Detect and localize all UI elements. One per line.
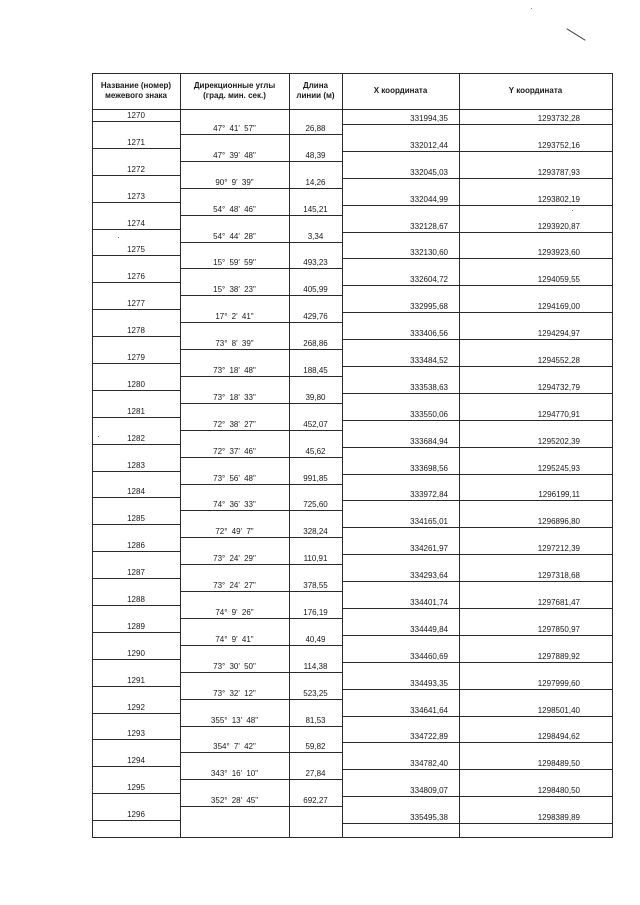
x-coordinate: 335495,38 bbox=[410, 813, 448, 822]
x-coordinate: 333538,63 bbox=[410, 383, 448, 392]
row-rule bbox=[342, 124, 612, 125]
row-rule bbox=[342, 232, 612, 233]
row-rule bbox=[180, 779, 342, 780]
direction-angle: 72° 37' 46" bbox=[213, 447, 256, 456]
line-length: 452,07 bbox=[303, 420, 328, 429]
y-coordinate: 1293802,19 bbox=[537, 195, 580, 204]
direction-angle: 72° 49' 7" bbox=[215, 527, 254, 536]
line-length: 81,53 bbox=[305, 716, 326, 725]
direction-angle: 354° 7' 42" bbox=[213, 742, 256, 751]
y-coordinate: 1298480,50 bbox=[537, 786, 580, 795]
x-coordinate: 333972,84 bbox=[410, 490, 448, 499]
y-coordinate: 1298501,40 bbox=[537, 706, 580, 715]
row-rule bbox=[92, 336, 180, 337]
x-coordinate: 334165,01 bbox=[410, 517, 448, 526]
row-rule bbox=[342, 742, 612, 743]
header-direction-angle: Дирекционные углы (град. мин. сек.) bbox=[193, 81, 276, 100]
row-rule bbox=[342, 474, 612, 475]
y-coordinate: 1293752,16 bbox=[537, 141, 580, 150]
row-rule bbox=[342, 500, 612, 501]
direction-angle: 47° 41' 57" bbox=[213, 124, 256, 133]
row-rule bbox=[180, 322, 342, 323]
direction-angle: 54° 48' 46" bbox=[213, 205, 256, 214]
direction-angle: 73° 30' 50" bbox=[213, 662, 256, 671]
row-rule bbox=[180, 672, 342, 673]
x-coordinate: 334722,89 bbox=[410, 732, 448, 741]
row-rule bbox=[342, 662, 612, 663]
row-rule bbox=[180, 134, 342, 135]
header-y-coordinate: Y координата bbox=[508, 86, 563, 95]
point-name: 1295 bbox=[127, 783, 145, 792]
row-rule bbox=[180, 349, 342, 350]
row-rule bbox=[342, 366, 612, 367]
x-coordinate: 333406,56 bbox=[410, 329, 448, 338]
scan-speck bbox=[531, 8, 532, 9]
row-rule bbox=[342, 393, 612, 394]
row-rule bbox=[342, 608, 612, 609]
x-coordinate: 332604,72 bbox=[410, 275, 448, 284]
direction-angle: 15° 59' 59" bbox=[213, 258, 256, 267]
line-length: 114,38 bbox=[303, 662, 328, 671]
direction-angle: 352° 28' 45" bbox=[210, 796, 259, 805]
row-rule bbox=[92, 121, 180, 122]
x-coordinate: 333550,06 bbox=[410, 410, 448, 419]
point-name: 1288 bbox=[127, 595, 145, 604]
x-coordinate: 334641,64 bbox=[410, 706, 448, 715]
line-length: 405,99 bbox=[303, 285, 328, 294]
column-divider bbox=[459, 73, 460, 837]
point-name: 1278 bbox=[127, 326, 145, 335]
y-coordinate: 1297850,97 bbox=[537, 625, 580, 634]
row-rule bbox=[180, 591, 342, 592]
y-coordinate: 1294770,91 bbox=[537, 410, 580, 419]
line-length: 429,76 bbox=[303, 312, 328, 321]
line-length: 145,21 bbox=[303, 205, 328, 214]
y-coordinate: 1298489,50 bbox=[537, 759, 580, 768]
line-length: 26,88 bbox=[305, 124, 326, 133]
direction-angle: 73° 18' 48" bbox=[213, 366, 256, 375]
line-length: 59,82 bbox=[305, 742, 326, 751]
point-name: 1277 bbox=[127, 299, 145, 308]
x-coordinate: 334293,64 bbox=[410, 571, 448, 580]
row-rule bbox=[92, 793, 180, 794]
point-name: 1274 bbox=[127, 219, 145, 228]
x-coordinate: 334493,35 bbox=[410, 679, 448, 688]
row-rule bbox=[180, 403, 342, 404]
line-length: 493,23 bbox=[303, 258, 328, 267]
point-name: 1276 bbox=[127, 272, 145, 281]
row-rule bbox=[92, 282, 180, 283]
header-x-coordinate: X координата bbox=[373, 86, 428, 95]
row-rule bbox=[342, 339, 612, 340]
point-name: 1285 bbox=[127, 514, 145, 523]
row-rule bbox=[180, 295, 342, 296]
row-rule bbox=[180, 161, 342, 162]
point-name: 1296 bbox=[127, 810, 145, 819]
scan-speck bbox=[572, 210, 573, 211]
row-rule bbox=[92, 551, 180, 552]
y-coordinate: 1296199,11 bbox=[538, 490, 580, 499]
row-rule bbox=[180, 699, 342, 700]
y-coordinate: 1294552,28 bbox=[537, 356, 580, 365]
direction-angle: 17° 2' 41" bbox=[215, 312, 254, 321]
direction-angle: 343° 16' 10" bbox=[210, 769, 259, 778]
point-name: 1292 bbox=[127, 703, 145, 712]
y-coordinate: 1294169,00 bbox=[537, 302, 580, 311]
row-rule bbox=[92, 820, 180, 821]
y-coordinate: 1298389,89 bbox=[537, 813, 580, 822]
row-rule bbox=[92, 578, 180, 579]
table-border-bottom bbox=[92, 837, 612, 838]
x-coordinate: 333484,52 bbox=[410, 356, 448, 365]
point-name: 1283 bbox=[127, 461, 145, 470]
row-rule bbox=[180, 564, 342, 565]
direction-angle: 73° 18' 33" bbox=[213, 393, 256, 402]
row-rule bbox=[92, 739, 180, 740]
header-line-length: Длина линии (м) bbox=[296, 81, 335, 100]
row-rule bbox=[92, 363, 180, 364]
y-coordinate: 1297212,39 bbox=[537, 544, 580, 553]
row-rule bbox=[342, 527, 612, 528]
direction-angle: 73° 24' 29" bbox=[213, 554, 256, 563]
point-name: 1275 bbox=[127, 245, 145, 254]
column-divider bbox=[342, 73, 343, 837]
x-coordinate: 331994,35 bbox=[410, 114, 448, 123]
row-rule bbox=[180, 484, 342, 485]
line-length: 40,49 bbox=[305, 635, 326, 644]
line-length: 14,26 bbox=[305, 178, 326, 187]
row-rule bbox=[92, 766, 180, 767]
y-coordinate: 1294294,97 bbox=[537, 329, 580, 338]
row-rule bbox=[92, 659, 180, 660]
y-coordinate: 1293920,87 bbox=[537, 222, 580, 231]
point-name: 1273 bbox=[127, 192, 145, 201]
line-length: 176,19 bbox=[303, 608, 328, 617]
row-rule bbox=[180, 188, 342, 189]
scan-speck bbox=[118, 237, 119, 238]
row-rule bbox=[342, 205, 612, 206]
row-rule bbox=[180, 726, 342, 727]
row-rule bbox=[180, 457, 342, 458]
x-coordinate: 334460,69 bbox=[410, 652, 448, 661]
x-coordinate: 332130,60 bbox=[410, 248, 448, 257]
row-rule bbox=[342, 312, 612, 313]
row-rule bbox=[92, 471, 180, 472]
direction-angle: 73° 24' 27" bbox=[213, 581, 256, 590]
row-rule bbox=[342, 823, 612, 824]
row-rule bbox=[92, 524, 180, 525]
line-length: 378,55 bbox=[303, 581, 328, 590]
point-name: 1272 bbox=[127, 165, 145, 174]
row-rule bbox=[180, 806, 342, 807]
point-name: 1286 bbox=[127, 541, 145, 550]
line-length: 523,25 bbox=[303, 689, 328, 698]
direction-angle: 73° 56' 48" bbox=[213, 474, 256, 483]
y-coordinate: 1297999,60 bbox=[537, 679, 580, 688]
y-coordinate: 1295245,93 bbox=[537, 464, 580, 473]
y-coordinate: 1297889,92 bbox=[537, 652, 580, 661]
line-length: 27,84 bbox=[305, 769, 326, 778]
row-rule bbox=[342, 716, 612, 717]
row-rule bbox=[342, 689, 612, 690]
y-coordinate: 1293732,28 bbox=[537, 114, 580, 123]
row-rule bbox=[92, 229, 180, 230]
row-rule bbox=[180, 268, 342, 269]
row-rule bbox=[92, 713, 180, 714]
point-name: 1270 bbox=[127, 111, 145, 120]
point-name: 1289 bbox=[127, 622, 145, 631]
row-rule bbox=[342, 554, 612, 555]
scan-pen-stroke bbox=[566, 28, 585, 41]
x-coordinate: 334261,97 bbox=[410, 544, 448, 553]
point-name: 1291 bbox=[127, 676, 145, 685]
row-rule bbox=[342, 420, 612, 421]
row-rule bbox=[342, 258, 612, 259]
point-name: 1279 bbox=[127, 353, 145, 362]
x-coordinate: 332128,67 bbox=[410, 222, 448, 231]
x-coordinate: 334449,84 bbox=[410, 625, 448, 634]
y-coordinate: 1294059,55 bbox=[537, 275, 580, 284]
line-length: 110,91 bbox=[303, 554, 328, 563]
row-rule bbox=[92, 202, 180, 203]
direction-angle: 73° 32' 12" bbox=[213, 689, 256, 698]
line-length: 45,62 bbox=[305, 447, 326, 456]
point-name: 1271 bbox=[127, 138, 145, 147]
row-rule bbox=[92, 497, 180, 498]
row-rule bbox=[180, 752, 342, 753]
direction-angle: 73° 8' 39" bbox=[215, 339, 254, 348]
line-length: 39,80 bbox=[305, 393, 326, 402]
y-coordinate: 1293787,93 bbox=[537, 168, 580, 177]
row-rule bbox=[342, 769, 612, 770]
line-length: 188,45 bbox=[303, 366, 328, 375]
direction-angle: 355° 13' 48" bbox=[210, 716, 259, 725]
line-length: 48,39 bbox=[305, 151, 326, 160]
row-rule bbox=[92, 444, 180, 445]
x-coordinate: 334809,07 bbox=[410, 786, 448, 795]
table-border-right bbox=[612, 73, 613, 838]
direction-angle: 72° 38' 27" bbox=[213, 420, 256, 429]
row-rule bbox=[342, 285, 612, 286]
header-point-name: Название (номер) межевого знака bbox=[100, 81, 172, 100]
row-rule bbox=[92, 605, 180, 606]
x-coordinate: 334401,74 bbox=[410, 598, 448, 607]
point-name: 1282 bbox=[127, 434, 145, 443]
row-rule bbox=[180, 510, 342, 511]
point-name: 1287 bbox=[127, 568, 145, 577]
row-rule bbox=[92, 309, 180, 310]
row-rule bbox=[342, 581, 612, 582]
x-coordinate: 332012,44 bbox=[410, 141, 448, 150]
line-length: 328,24 bbox=[303, 527, 328, 536]
direction-angle: 47° 39' 48" bbox=[213, 151, 256, 160]
row-rule bbox=[180, 242, 342, 243]
y-coordinate: 1298494,62 bbox=[537, 732, 580, 741]
row-rule bbox=[180, 618, 342, 619]
row-rule bbox=[92, 255, 180, 256]
y-coordinate: 1295202,39 bbox=[537, 437, 580, 446]
point-name: 1280 bbox=[127, 380, 145, 389]
scan-speck bbox=[98, 436, 99, 437]
x-coordinate: 332044,99 bbox=[410, 195, 448, 204]
line-length: 725,60 bbox=[303, 500, 328, 509]
direction-angle: 90° 9' 39" bbox=[215, 178, 254, 187]
row-rule bbox=[92, 148, 180, 149]
line-length: 268,86 bbox=[303, 339, 328, 348]
row-rule bbox=[92, 417, 180, 418]
row-rule bbox=[342, 796, 612, 797]
y-coordinate: 1297681,47 bbox=[537, 598, 580, 607]
row-rule bbox=[180, 376, 342, 377]
row-rule bbox=[92, 175, 180, 176]
direction-angle: 15° 38' 23" bbox=[213, 285, 256, 294]
point-name: 1290 bbox=[127, 649, 145, 658]
row-rule bbox=[342, 635, 612, 636]
row-rule bbox=[180, 430, 342, 431]
line-length: 692,27 bbox=[303, 796, 328, 805]
row-rule bbox=[342, 151, 612, 152]
direction-angle: 74° 9' 41" bbox=[215, 635, 254, 644]
x-coordinate: 334782,40 bbox=[410, 759, 448, 768]
row-rule bbox=[180, 537, 342, 538]
row-rule bbox=[180, 645, 342, 646]
row-rule bbox=[180, 215, 342, 216]
point-name: 1294 bbox=[127, 756, 145, 765]
row-rule bbox=[342, 178, 612, 179]
scan-speck bbox=[92, 790, 93, 791]
direction-angle: 74° 9' 26" bbox=[215, 608, 254, 617]
y-coordinate: 1297318,68 bbox=[537, 571, 580, 580]
point-name: 1284 bbox=[127, 487, 145, 496]
x-coordinate: 333698,56 bbox=[410, 464, 448, 473]
row-rule bbox=[92, 390, 180, 391]
y-coordinate: 1296896,80 bbox=[537, 517, 580, 526]
point-name: 1281 bbox=[127, 407, 145, 416]
row-rule bbox=[92, 686, 180, 687]
point-name: 1293 bbox=[127, 729, 145, 738]
x-coordinate: 333684,94 bbox=[410, 437, 448, 446]
y-coordinate: 1294732,79 bbox=[537, 383, 580, 392]
x-coordinate: 332045,03 bbox=[410, 168, 448, 177]
y-coordinate: 1293923,60 bbox=[537, 248, 580, 257]
table-border-left bbox=[92, 73, 93, 838]
header-divider bbox=[92, 109, 612, 110]
row-rule bbox=[342, 447, 612, 448]
line-length: 991,85 bbox=[303, 474, 328, 483]
direction-angle: 74° 36' 33" bbox=[213, 500, 256, 509]
x-coordinate: 332995,68 bbox=[410, 302, 448, 311]
table-border-top bbox=[92, 73, 612, 74]
direction-angle: 54° 44' 28" bbox=[213, 232, 256, 241]
row-rule bbox=[92, 632, 180, 633]
line-length: 3,34 bbox=[307, 232, 324, 241]
